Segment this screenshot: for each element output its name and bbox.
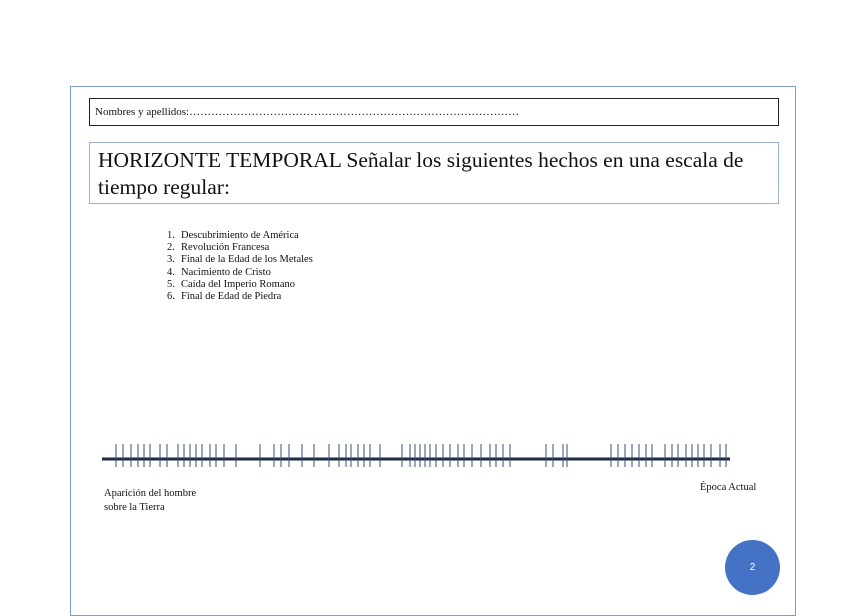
page-title: HORIZONTE TEMPORAL Señalar los siguientes hechos en una escala de tiempo regular: (98, 148, 744, 199)
list-item (167, 279, 313, 291)
list-item (167, 291, 313, 303)
list-item (167, 267, 313, 279)
timeline-end-label: Época Actual (700, 482, 757, 493)
list-item-text: Nacimiento de Cristo (181, 266, 271, 278)
name-field[interactable] (89, 98, 779, 126)
list-item-text: Final de la Edad de los Metales (181, 254, 313, 266)
list-item-text: Caída del Imperio Romano (181, 278, 296, 290)
list-item-number: 1. (167, 230, 175, 241)
list-item-number: 2. (167, 242, 175, 254)
list-item-number: 3. (167, 254, 175, 266)
events-list (167, 230, 313, 303)
timeline (100, 440, 740, 470)
list-item (167, 230, 313, 242)
page-number-badge (725, 540, 780, 595)
page-number: 2 (749, 562, 756, 573)
list-item-text: Final de Edad de Piedra (181, 291, 282, 303)
name-line-label: Nombres y apellidos:……………………………………………………………………………… (95, 106, 520, 118)
title-box (89, 142, 779, 204)
list-item (167, 254, 313, 266)
list-item-number: 5. (167, 278, 175, 290)
list-item-number: 6. (167, 291, 175, 303)
list-item (167, 242, 313, 254)
timeline-start-label: Aparición del hombre sobre la Tierra (104, 488, 197, 513)
list-item-text: Revolución Francesa (181, 242, 270, 254)
list-item-text: Descubrimiento de América (181, 230, 299, 241)
list-item-number: 4. (167, 266, 175, 278)
